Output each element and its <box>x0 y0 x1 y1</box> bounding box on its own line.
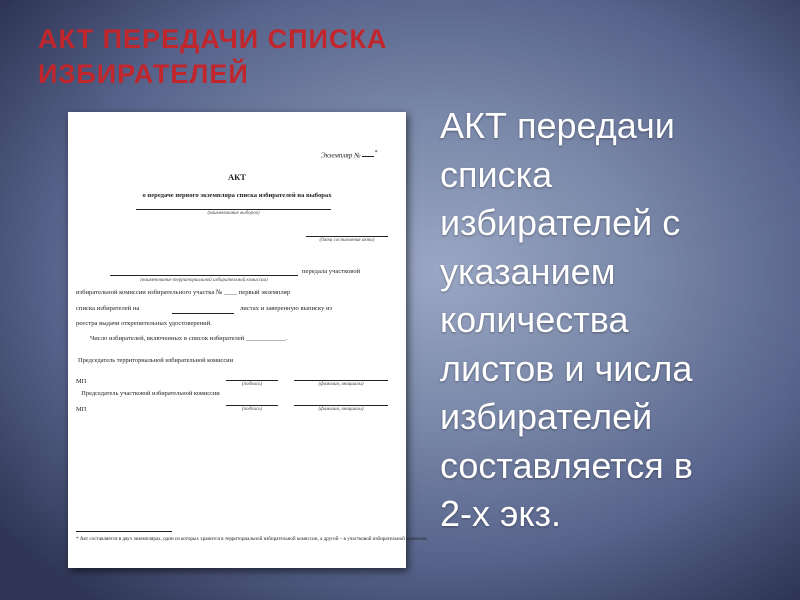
copy-number-blank <box>362 156 374 157</box>
text-line-1-tail: передала участковой <box>302 268 361 275</box>
footnote-text: * Акт составляется в двух экземплярах, один из которых хранится в территориальной избирательной комиссии, а другой – в участковой избирательной комиссии. <box>76 536 428 542</box>
signature-line-1 <box>226 380 278 381</box>
name-caption-2: (фамилия, инициалы) <box>318 407 364 412</box>
signer-territorial-chair: Председатель территориальной избирательной комиссии <box>78 357 233 364</box>
commission-name-caption: (наименование территориальной избирательной комиссии) <box>140 278 268 283</box>
stamp-mark-2: МП <box>76 406 87 413</box>
footnote-separator <box>76 531 172 532</box>
text-line-3-end: листах и заверенную выписку из <box>240 305 333 312</box>
copy-label-text: Экземпляр № <box>321 151 361 160</box>
slide-body-text: АКТ передачи списка избирателей с указанием количества листов и числа избирателей составляется в 2-х экз. <box>440 105 693 534</box>
signature-caption-1: (подпись) <box>241 382 263 387</box>
date-line <box>306 236 388 237</box>
signature-line-2 <box>226 405 278 406</box>
name-line-1 <box>294 380 388 381</box>
text-line-4: реестра выдачи открепительных удостоверений. <box>76 320 212 327</box>
election-name-caption: (наименование выборов) <box>207 211 260 216</box>
text-line-5: Число избирателей, включенных в список избирателей ____________. <box>90 335 288 342</box>
signature-caption-2: (подпись) <box>241 407 263 412</box>
text-line-3-start: списка избирателей на <box>76 305 140 312</box>
copy-number-label <box>321 150 377 159</box>
copy-footnote-mark: * <box>374 150 378 156</box>
sheets-count-line <box>172 313 234 314</box>
document-page <box>68 112 428 568</box>
document-heading: АКТ <box>228 172 246 182</box>
document-subtitle: о передаче первого экземпляра списка избирателей на выборах <box>142 192 332 199</box>
date-caption: (дата составления акта) <box>319 238 375 243</box>
election-name-line <box>136 209 331 210</box>
name-line-2 <box>294 405 388 406</box>
signer-precinct-chair: Председатель участковой избирательной комиссии <box>81 390 220 397</box>
name-caption-1: (фамилия, инициалы) <box>318 382 364 387</box>
text-line-2: избирательной комиссии избирательного участка № ____ первый экземпляр <box>76 289 291 296</box>
stamp-mark-1: МП <box>76 378 87 385</box>
slide-title: АКТ ПЕРЕДАЧИ СПИСКА ИЗБИРАТЕЛЕЙ <box>38 24 388 89</box>
commission-name-line <box>110 275 298 276</box>
